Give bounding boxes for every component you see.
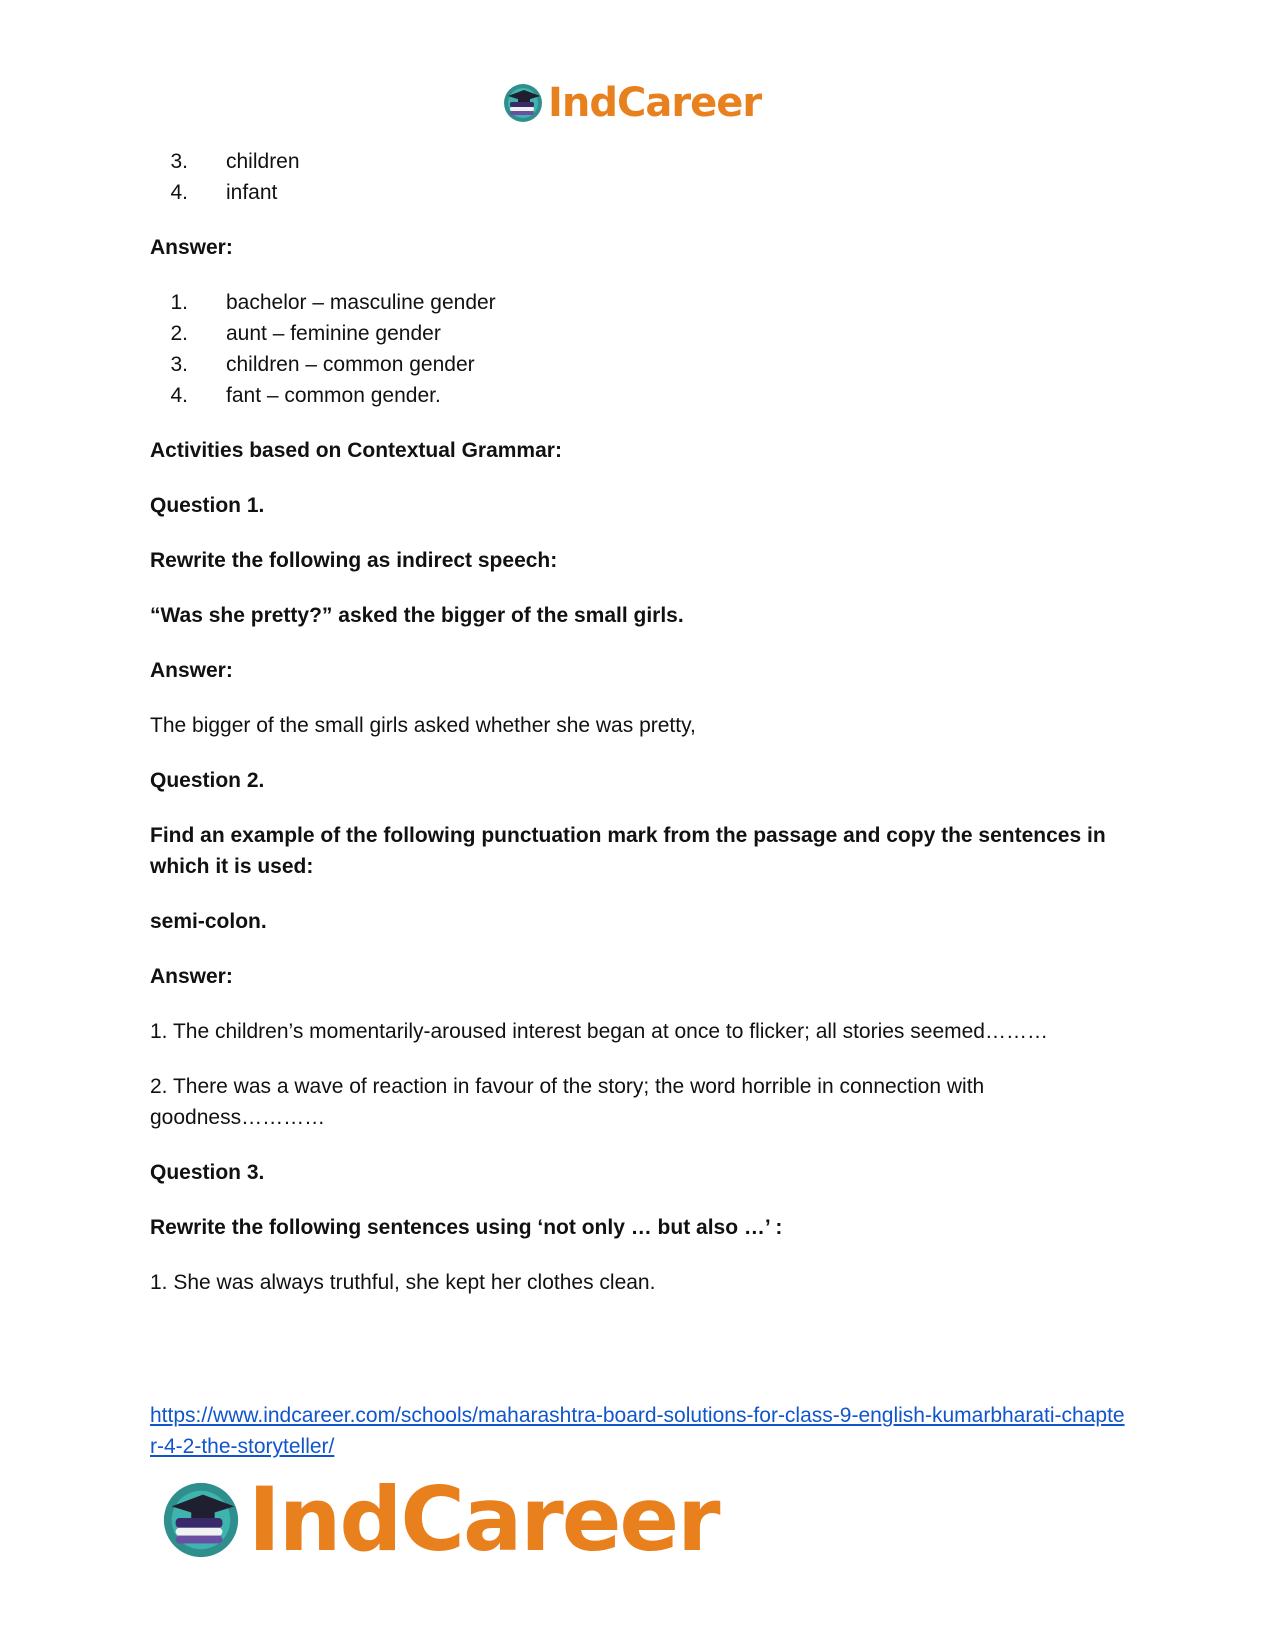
question-2-answer-2: 2. There was a wave of reaction in favour of the story; the word horrible in connection with goodness…………: [150, 1075, 985, 1129]
list-number: 4.: [170, 384, 188, 407]
list-number: 2.: [170, 322, 188, 345]
question-1-label: Question 1.: [150, 494, 265, 517]
question-1-instruction: Rewrite the following as indirect speech:: [150, 549, 558, 572]
list-top: [150, 146, 1130, 208]
list-number: 1.: [170, 291, 188, 314]
footer: [150, 1400, 1130, 1462]
question-1-prompt: “Was she pretty?” asked the bigger of the small girls.: [150, 604, 684, 627]
graduation-book-icon: [502, 82, 544, 124]
answer-label: Answer:: [150, 236, 233, 259]
list-item: [150, 318, 1130, 349]
list-number: 3.: [170, 353, 188, 376]
logo-wordmark: IndCareer: [248, 1468, 719, 1571]
source-url-link[interactable]: https://www.indcareer.com/schools/maharashtra-board-solutions-for-class-9-english-kumarbharati-chapter-4-2-the-storyteller/: [150, 1404, 1125, 1458]
question-1-answer: The bigger of the small girls asked whether she was pretty,: [150, 714, 696, 737]
list-item: [150, 380, 1130, 411]
question-2-answer-1: 1. The children’s momentarily-aroused interest began at once to flicker; all stories seemed………: [150, 1020, 1048, 1043]
list-item: [150, 287, 1130, 318]
list-text: bachelor – masculine gender: [226, 291, 496, 314]
question-2-prompt: semi-colon.: [150, 910, 267, 933]
list-item: [150, 177, 1130, 208]
list-item: [150, 349, 1130, 380]
question-1-answer-label: Answer:: [150, 659, 233, 682]
list-item: [150, 146, 1130, 177]
list-answers: [150, 287, 1130, 411]
question-2-label: Question 2.: [150, 769, 265, 792]
list-text: aunt – feminine gender: [226, 322, 441, 345]
question-3-label: Question 3.: [150, 1161, 265, 1184]
section-heading: Activities based on Contextual Grammar:: [150, 439, 562, 462]
question-3-instruction: Rewrite the following sentences using ‘not only … but also …’ :: [150, 1216, 783, 1239]
list-number: 4.: [170, 181, 188, 204]
logo-wordmark: IndCareer: [548, 80, 762, 126]
question-3-item-1: 1. She was always truthful, she kept her clothes clean.: [150, 1271, 656, 1294]
list-text: infant: [226, 181, 278, 204]
list-text: children: [226, 150, 300, 173]
question-2-instruction: Find an example of the following punctuation mark from the passage and copy the sentences in which it is used:: [150, 824, 1106, 878]
question-2-answer-label: Answer:: [150, 965, 233, 988]
document-body: [150, 146, 1130, 1298]
list-text: children – common gender: [226, 353, 475, 376]
indcareer-logo-bottom: [160, 1468, 719, 1571]
graduation-book-icon: [160, 1479, 242, 1561]
indcareer-logo-top: [502, 80, 761, 126]
list-number: 3.: [170, 150, 188, 173]
list-text: fant – common gender.: [226, 384, 441, 407]
